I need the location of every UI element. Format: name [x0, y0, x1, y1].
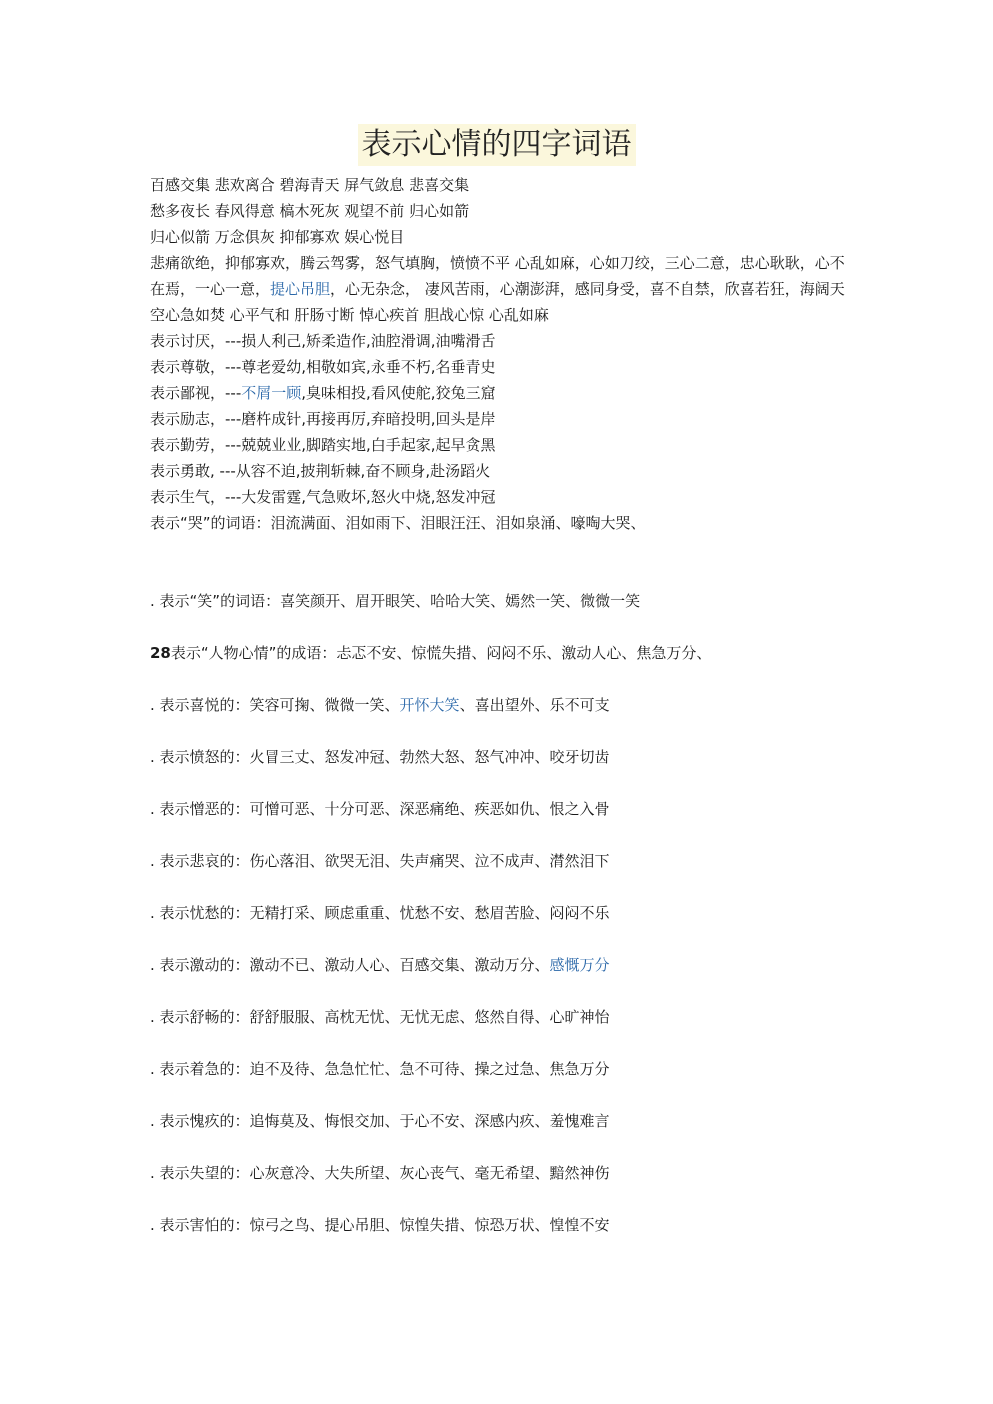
category-words: 尊老爱幼,相敬如宾,永垂不朽,名垂青史 [241, 358, 496, 376]
paragraph-part-1: 悲痛欲绝，抑郁寡欢，腾云驾雾，怒气填胸，愤愤不平 心乱如麻，心如刀绞，三心二意，忠心耿耿，心不在焉，一心一意， [150, 254, 845, 298]
intro-line-1: 百感交集 悲欢离合 碧海青天 屏气敛息 悲喜交集 [150, 176, 470, 194]
mood-idioms-line [150, 640, 870, 666]
category-words: 损人利己,矫柔造作,油腔滑调,油嘴滑舌 [241, 332, 496, 350]
intro-line-2: 愁多夜长 春风得意 槁木死灰 观望不前 归心如箭 [150, 202, 470, 220]
link-ti-xin-diao-dan[interactable]: 提心吊胆 [270, 280, 331, 298]
intro-line-3: 归心似箭 万念俱灰 抑郁寡欢 娱心悦目 [150, 228, 405, 246]
link-gan-kai-wan-fen[interactable]: 感慨万分 [549, 956, 610, 974]
category-label: 表示勤劳，--- [150, 436, 242, 454]
category-words: 大发雷霆,气急败坏,怒火中烧,怒发冲冠 [241, 488, 496, 506]
emotion-excited [150, 952, 870, 978]
category-respect [150, 354, 850, 380]
link-kai-huai-da-xiao[interactable]: 开怀大笑 [399, 696, 460, 714]
mood-line-text: 表示“人物心情”的成语：忐忑不安、惊慌失措、闷闷不乐、激动人心、焦急万分、 [170, 644, 712, 662]
main-text-block [150, 172, 850, 536]
category-diligent [150, 432, 850, 458]
emotion-fear: . 表示害怕的：惊弓之鸟、提心吊胆、惊惶失措、惊恐万状、惶惶不安 [150, 1216, 610, 1234]
category-label: 表示讨厌，--- [150, 332, 242, 350]
category-label: 表示生气，--- [150, 488, 242, 506]
category-label: 表示励志，--- [150, 410, 242, 428]
document-title-wrap [0, 124, 993, 166]
laugh-words-line: . 表示“笑”的词语：喜笑颜开、眉开眼笑、哈哈大笑、嫣然一笑、微微一笑 [150, 592, 641, 610]
emotion-anxious: . 表示着急的：迫不及待、急急忙忙、急不可待、操之过急、焦急万分 [150, 1060, 610, 1078]
emotion-joy [150, 692, 870, 718]
emotion-joy-post: 、喜出望外、乐不可支 [459, 696, 610, 714]
emotion-anger: . 表示愤怒的：火冒三丈、怒发冲冠、勃然大怒、怒气冲冲、咬牙切齿 [150, 748, 610, 766]
category-brave [150, 458, 850, 484]
emotion-hate: . 表示憎恶的：可憎可恶、十分可恶、深恶痛绝、疾恶如仇、恨之入骨 [150, 800, 610, 818]
emotion-excited-pre: . 表示激动的：激动不已、激动人心、百感交集、激动万分、 [150, 956, 550, 974]
cry-words-line: 表示“哭”的词语：泪流满面、泪如雨下、泪眼汪汪、泪如泉涌、嚎啕大哭、 [150, 514, 646, 532]
spaced-emotion-list [150, 588, 870, 1264]
mood-line-number: 28 [150, 644, 171, 662]
emotion-paragraph [150, 250, 850, 328]
paragraph-part-2: ，心无杂念， 凄风苦雨，心潮澎湃，感同身受，喜不自禁，欣喜若狂，海阔天空心急如焚 心平气和 肝肠寸断 悼心疾首 胆战心惊 心乱如麻 [150, 280, 845, 324]
document-title: 表示心情的四字词语 [358, 124, 636, 166]
category-words: ,臭味相投,看风使舵,狡兔三窟 [301, 384, 496, 402]
category-inspire [150, 406, 850, 432]
category-words: 兢兢业业,脚踏实地,白手起家,起早贪黑 [241, 436, 496, 454]
emotion-disappoint: . 表示失望的：心灰意冷、大失所望、灰心丧气、毫无希望、黯然神伤 [150, 1164, 610, 1182]
category-label: 表示尊敬，--- [150, 358, 242, 376]
category-label: 表示鄙视，--- [150, 384, 242, 402]
emotion-joy-pre: . 表示喜悦的：笑容可掬、微微一笑、 [150, 696, 400, 714]
emotion-worry: . 表示忧愁的：无精打采、顾虑重重、忧愁不安、愁眉苦脸、闷闷不乐 [150, 904, 610, 922]
category-contempt [150, 380, 850, 406]
category-words: 从容不迫,披荆斩棘,奋不顾身,赴汤蹈火 [235, 462, 491, 480]
link-bu-xie-yi-gu[interactable]: 不屑一顾 [241, 384, 302, 402]
category-label: 表示勇敢, --- [150, 462, 236, 480]
category-words: 磨杵成针,再接再厉,弃暗投明,回头是岸 [241, 410, 496, 428]
category-dislike [150, 328, 850, 354]
emotion-comfort: . 表示舒畅的：舒舒服服、高枕无忧、无忧无虑、悠然自得、心旷神怡 [150, 1008, 610, 1026]
emotion-guilt: . 表示愧疚的：追悔莫及、悔恨交加、于心不安、深感内疚、羞愧难言 [150, 1112, 610, 1130]
emotion-sad: . 表示悲哀的：伤心落泪、欲哭无泪、失声痛哭、泣不成声、潸然泪下 [150, 852, 610, 870]
category-angry [150, 484, 850, 510]
